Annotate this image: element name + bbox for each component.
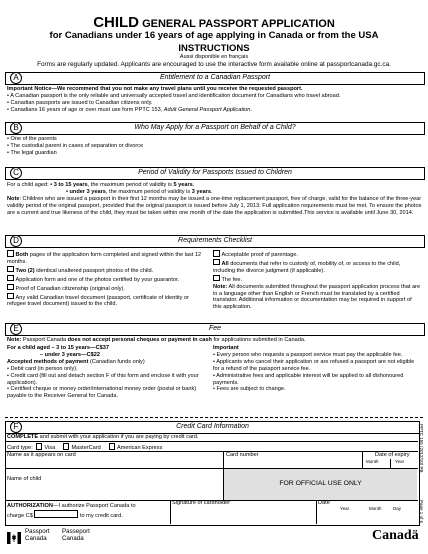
form-code: PPTC 155 (2012/10) PB [419,424,424,473]
agency-en [25,529,49,542]
checklist-right [213,250,421,311]
section-d-header [5,235,425,248]
french-note: Aussi disponible en français [179,54,249,60]
date-label: Date [318,500,330,506]
checklist-item[interactable] [213,259,421,275]
section-c-letter: C [10,167,22,179]
item-bold: All [221,260,229,267]
signature-label: Signature of cardholder [172,500,231,506]
child-name-label: Name of child [7,476,42,482]
section-a-header [5,72,425,85]
methods-sub: (Canadian funds only) [88,358,145,365]
section-b-bullet: • The custodial parent in cases of separation or divorce [7,142,144,149]
section-e-header [5,323,425,336]
checkbox[interactable] [7,293,14,300]
mastercard-label: MasterCard [71,445,101,451]
amex-label: American Express [117,445,163,451]
validity-line-2: • under 3 years, the maximum period of validity is 3 years. [66,188,213,195]
validity-intro: For a child aged: [7,182,51,188]
important-item: • Fees are subject to change. [213,386,286,393]
expiry-year: Year [395,459,405,464]
agency-name-line: Passeport [62,528,90,535]
section-f-title: Credit Card Information [176,423,249,430]
validity-text-2: , the maximum period of validity is [105,188,192,195]
section-b-letter: B [10,122,22,134]
charge-line [7,510,172,520]
mastercard-checkbox[interactable] [63,443,70,450]
complete-rest: and submit with your application if you are paying by credit card. [38,434,199,440]
section-d-title: Requirements Checklist [178,237,252,244]
fee-note-line [7,337,422,344]
item-text: Acceptable proof of parentage. [221,252,299,258]
complete-text [7,434,417,441]
note-text: : Children who are issued a passport in their first 12 months may be issued a one-time replacement passport, free of charge, valid for the balance of the three-year validity period of the original passport, provided that the original passport is issued before July 1, 2013. Full application requirements must be met. To ensure the photos are a current and true likeness of the child, they must be taken within one month of the date the application is submitted.This service is available until June 30, 2014. [7,195,422,216]
checklist-left [7,250,207,308]
important-item: • Every person who requests a passport service must pay the applicable fee. [213,351,403,358]
form-subtitle: for Canadians under 16 years of age applying in Canada or from the USA [49,30,379,41]
card-type-label: Card type: [7,445,33,451]
note-label: Note [7,195,20,202]
charge-amount-field[interactable] [34,510,78,518]
divider [316,500,317,524]
checkbox[interactable] [213,259,220,266]
checklist-note [213,284,421,312]
validity-value-1: 5 years [173,182,193,188]
date-month: Month [369,506,382,511]
title-rest: GENERAL PASSPORT APPLICATION [142,18,335,30]
validity-text-1: , the maximum period of validity is [87,182,174,188]
section-f-header [5,421,420,434]
validity-note [7,196,422,217]
checkbox[interactable] [7,275,14,282]
item-text: identical unaltered passport photos of the child. [34,267,154,274]
section-e-letter: E [10,323,22,335]
section-a-bullet: • Canadian passports are issued to Canadian citizens only. [7,99,153,106]
section-a-bullet: • A Canadian passport is the only reliable and universally accepted travel and identification document for Canadians who travel abroad. [7,92,341,99]
fee-note [7,337,422,344]
card-number-field[interactable] [226,460,358,468]
methods-title: Accepted methods of payment [7,358,89,365]
update-note: Forms are regularly updated. Applicants are encouraged to use the interactive form available online at passportcanada.gc.ca. [37,61,391,68]
important-title: Important [213,345,239,351]
item-text: pages of the application form completed and signed within the last 12 months. [7,252,202,265]
agency-name-line: Passport [25,528,50,535]
note-label: Note: [7,337,23,343]
section-b-header [5,122,425,135]
checklist-item[interactable] [7,250,207,266]
authorization-label: AUTHORIZATION [7,503,53,509]
expiry-label: Date of expiry [375,452,410,458]
important-item: • Applicants who cancel their application or are refused a passport are not eligible for a refund of the passport service fee. [213,358,415,372]
card-number-label: Card number [226,452,259,458]
name-on-card-field[interactable] [7,460,219,468]
date-day: Day [393,506,402,511]
section-c-header [5,167,425,180]
form-title [0,14,428,31]
note-emphasis: does not accept personal cheques or payment in cash [67,337,212,343]
visa-checkbox[interactable] [36,443,43,450]
divider [362,451,363,468]
item-text: documents that refer to custody of, mobility of, or access to the child, including the divorce judgment (if applicable). [213,260,401,274]
important-notice: Important Notice—We recommend that you not make any travel plans until you receive the requested passport. [7,86,303,92]
checklist-item[interactable] [7,266,207,275]
charge-label: charge C$ [7,512,33,519]
checklist-item[interactable] [7,284,207,293]
visa-label: Visa [44,445,56,451]
fee-right [213,345,421,393]
checkbox[interactable] [7,266,14,273]
name-on-card-label: Name as it appears on card [7,452,76,458]
charge-rest: to my credit card. [79,512,123,519]
note-text: for applications submitted in Canada. [211,337,306,343]
section-a-body [7,86,422,114]
method-item: • Certified cheque or money order/international money order (postal or bank) payable to the Receiver General for Canada. [7,386,197,400]
fee-younger: – under 3 years—C$22 [40,351,101,358]
fee-older: For a child aged – 3 to 15 years—C$37 [7,345,109,351]
section-b-body [7,136,422,157]
official-use-area [224,469,417,500]
divider [170,500,171,524]
section-d-letter: D [10,235,22,247]
validity-line-1: For a child aged: • 3 to 15 years, the maximum period of validity is 5 years. [7,182,195,188]
amex-checkbox[interactable] [109,443,116,450]
checkbox[interactable] [213,250,220,257]
cut-line [5,417,423,418]
authorization-text: —I authorize Passport Canada to [52,503,136,509]
signature-field[interactable] [172,508,312,523]
section-b-bullet: • The legal guardian [7,149,57,156]
page-number: Page 1 of 6 [419,500,424,524]
checkbox[interactable] [7,284,14,291]
expiry-month: Month [366,459,379,464]
authorization [7,503,172,520]
methods-heading [7,359,207,366]
note-text: All documents submitted throughout the passport application process that are in a language other than English or French must be translated by a certified translator. Additional information or documentation may be required in support of this application. [213,283,421,311]
section-f-letter: F [10,421,22,433]
item-text: Any valid Canadian travel document (passport, certificate of identity or refugee travel document) issued to the child. [7,294,189,308]
agency-name-line: Canada [25,534,47,542]
item-text: The fee. [221,276,243,283]
section-b-title: Who May Apply for a Passport on Behalf of a Child? [134,124,296,131]
note-label: Note: [213,283,228,290]
method-item: • Credit card (fill out and detach section F of this form and enclose it with your application). [7,372,199,386]
item-text: Proof of Canadian citizenship (original only). [15,285,125,292]
section-b-bullet: • One of the parents [7,136,57,142]
agency-name-line: Canada [62,534,84,542]
section-c-body [7,182,422,217]
section-a-bullet: • Canadians 16 years of age or over must use form PPTC 153, Adult General Passport Application. [7,106,252,113]
divider [390,459,391,468]
section-e-title: Fee [208,325,222,332]
important-item: • Administrative fees and applicable interest will be applied to all dishonoured payments. [213,372,404,386]
section-a-letter: A [10,72,22,84]
checkbox[interactable] [7,250,14,257]
age-range-1: • 3 to 15 years [50,182,88,188]
complete-line [7,434,417,441]
complete-label: COMPLETE [7,434,39,440]
agency-fr [62,529,90,542]
checklist-item[interactable] [7,275,207,284]
date-year: Year [340,506,350,511]
title-child: CHILD [93,14,140,31]
age-range-2: • under 3 years [66,188,106,195]
child-name-field[interactable] [7,484,219,498]
checklist-item[interactable] [7,293,207,309]
divider [5,441,418,442]
canada-flag-icon [7,531,21,543]
validity-value-2: 3 years [191,188,212,195]
section-a-title: Entitlement to a Canadian Passport [159,74,271,81]
instructions-heading: INSTRUCTIONS [178,43,250,54]
official-use-label: FOR OFFICIAL USE ONLY [279,480,362,487]
canada-wordmark: Canadä [372,528,419,543]
checkbox[interactable] [213,275,220,282]
item-text: Application form and one of the photos certified by your guarantor. [15,276,180,283]
method-item: • Debit card (in person only). [7,365,78,372]
fee-left [7,345,207,400]
note-text: Passport Canada [22,337,68,343]
section-c-title: Period of Validity for Passports Issued to Children [138,169,292,176]
item-bold: Two (2) [15,267,35,274]
item-bold: Both [15,252,29,258]
authorization-line [7,503,172,510]
checklist-item[interactable] [213,275,421,284]
checklist-item[interactable] [213,250,421,259]
